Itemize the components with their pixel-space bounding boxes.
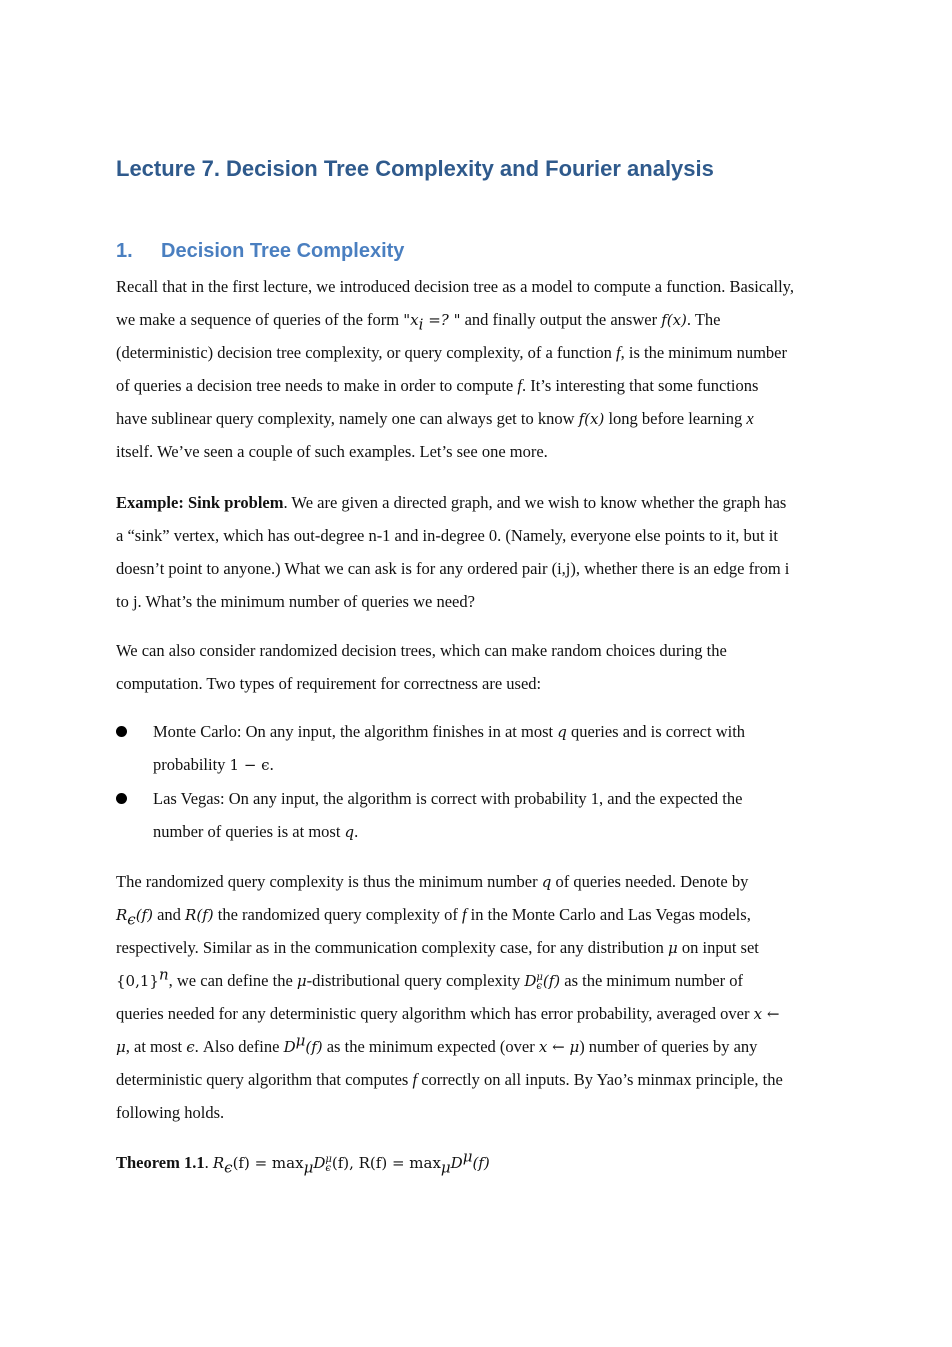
section-number: 1. bbox=[116, 240, 133, 262]
text-line: have sublinear query complexity, namely one can always get to know f(x) long before learning x bbox=[116, 409, 754, 428]
bullet-icon bbox=[116, 793, 127, 804]
randomized-paragraph bbox=[116, 634, 846, 700]
page-title: Lecture 7. Decision Tree Complexity and Fourier analysis bbox=[116, 156, 714, 181]
text-line: queries needed for any deterministic query algorithm which has error probability, averaged over x ← bbox=[116, 1004, 780, 1023]
text-line: $R_\epsilon(f)$ and R(f) the randomized query complexity of f in the Monte Carlo and Las Vegas models, bbox=[116, 905, 751, 929]
text-line: we make a sequence of queries of the form "$x_i$ =? " and finally output the answer f(x). The bbox=[116, 310, 721, 334]
text-line: (deterministic) decision tree complexity, or query complexity, of a function f, is the minimum number bbox=[116, 343, 788, 362]
theorem-1-1: Theorem 1.1. $R_\epsilon(f) = \max_\mu D$ μ ϵ (f), $R(f) = \max_\mu D^\mu(f)$ bbox=[116, 1147, 490, 1177]
example-paragraph bbox=[116, 486, 846, 618]
document-page: Lecture 7. Decision Tree Complexity and Fourier analysis 1. Decision Tree Complexity Recall that in the first lecture, we introduced decision tree as a model to compute a function. Basically, we make a sequence of queries of the form "$x_i$ =? " and finally output the answer f(x). The (deterministic) decision tree complexity, or query complexity, of a function f, is the minimum number of queries a decision tree needs to make in order to compute f. It’s interesting that some functions have sublinear query complexity, namely one can always get to know f(x) long before learning x itself. We’ve seen a couple of such examples. Let’s see one more. Example: Sink problem. We are given a directed graph, and we wish to know whether the graph has a “sink” vertex, which has out-degree n-1 and in-degree 0. (Namely, everyone else points to it, but it doesn’t point to anyone.) What we can ask is for any ordered pair (i,j), whether there is an edge from i to j. What’s the minimum number of queries we need? We can also consider randomized decision trees, which can make random choices during the computation. Two types of requirement for correctness are used: Monte Carlo: On any input, the algorithm finishes in at most q queries and is correct with probability 1 − ϵ. Las Vegas: On any input, the algorithm is correct with probability 1, and the expected the number of queries is at most q. The randomized query complexity is thus the minimum number q of queries needed. Denote by $R_\epsilon(f)$ and R(f) the randomized query complexity of f in the Monte Carlo and Las Vegas models, respectively. Similar as in the communication complexity case, for any distribution μ on input set $\{0,1\}^n$, we can define the μ-distributional query complexity D μ ϵ (f) as the minimum number of queries needed for any deterministic query algorithm which has error probability, averaged over x ← μ, at most ϵ. Also define $D^\mu(f)$ as the minimum expected (over x ← μ) number of queries by any deterministic query algorithm that computes f correctly on all inputs. By Yao’s minmax principle, the following holds. Theorem 1.1. $R_\epsilon(f) = \max_\mu D$ μ ϵ (f), $R(f) = \max_\mu D^\mu(f)$ bbox=[0, 0, 952, 1347]
text-line: to j. What’s the minimum number of queries we need? bbox=[116, 592, 475, 611]
text-line: itself. We’ve seen a couple of such examples. Let’s see one more. bbox=[116, 442, 548, 461]
section-label: Decision Tree Complexity bbox=[161, 240, 405, 262]
text-line: We can also consider randomized decision trees, which can make random choices during the bbox=[116, 641, 727, 660]
text-line: doesn’t point to anyone.) What we can ask is for any ordered pair (i,j), whether there is an edge from i bbox=[116, 559, 790, 578]
section-heading bbox=[116, 240, 404, 263]
intro-paragraph bbox=[116, 270, 846, 468]
text-line: Example: Sink problem. We are given a directed graph, and we wish to know whether the graph has bbox=[116, 493, 787, 512]
theorem-label: Theorem 1.1 bbox=[116, 1153, 205, 1172]
text-line: $\{0,1\}^n$, we can define the μ-distributional query complexity D μ ϵ (f) as the minimum number of bbox=[116, 965, 743, 993]
text-line: of queries a decision tree needs to make in order to compute f. It’s interesting that some functions bbox=[116, 376, 759, 395]
bullet-icon bbox=[116, 726, 127, 737]
text-line: μ, at most ϵ. Also define $D^\mu(f)$ as the minimum expected (over x ← μ) number of queries by any bbox=[116, 1031, 758, 1056]
complexity-paragraph bbox=[116, 865, 846, 1129]
text-line: respectively. Similar as in the communication complexity case, for any distribution μ on input set bbox=[116, 938, 759, 957]
text-line: a “sink” vertex, which has out-degree n-1 and in-degree 0. (Namely, everyone else points to it, but it bbox=[116, 526, 778, 545]
text-line: computation. Two types of requirement for correctness are used: bbox=[116, 674, 542, 693]
text-line: deterministic query algorithm that computes f correctly on all inputs. By Yao’s minmax principle, the bbox=[116, 1070, 783, 1089]
text-line: The randomized query complexity is thus the minimum number q of queries needed. Denote by bbox=[116, 872, 749, 891]
text-line: Recall that in the first lecture, we introduced decision tree as a model to compute a function. Basically, bbox=[116, 277, 794, 296]
example-label: Example: Sink problem bbox=[116, 493, 284, 512]
text-line: following holds. bbox=[116, 1103, 225, 1122]
